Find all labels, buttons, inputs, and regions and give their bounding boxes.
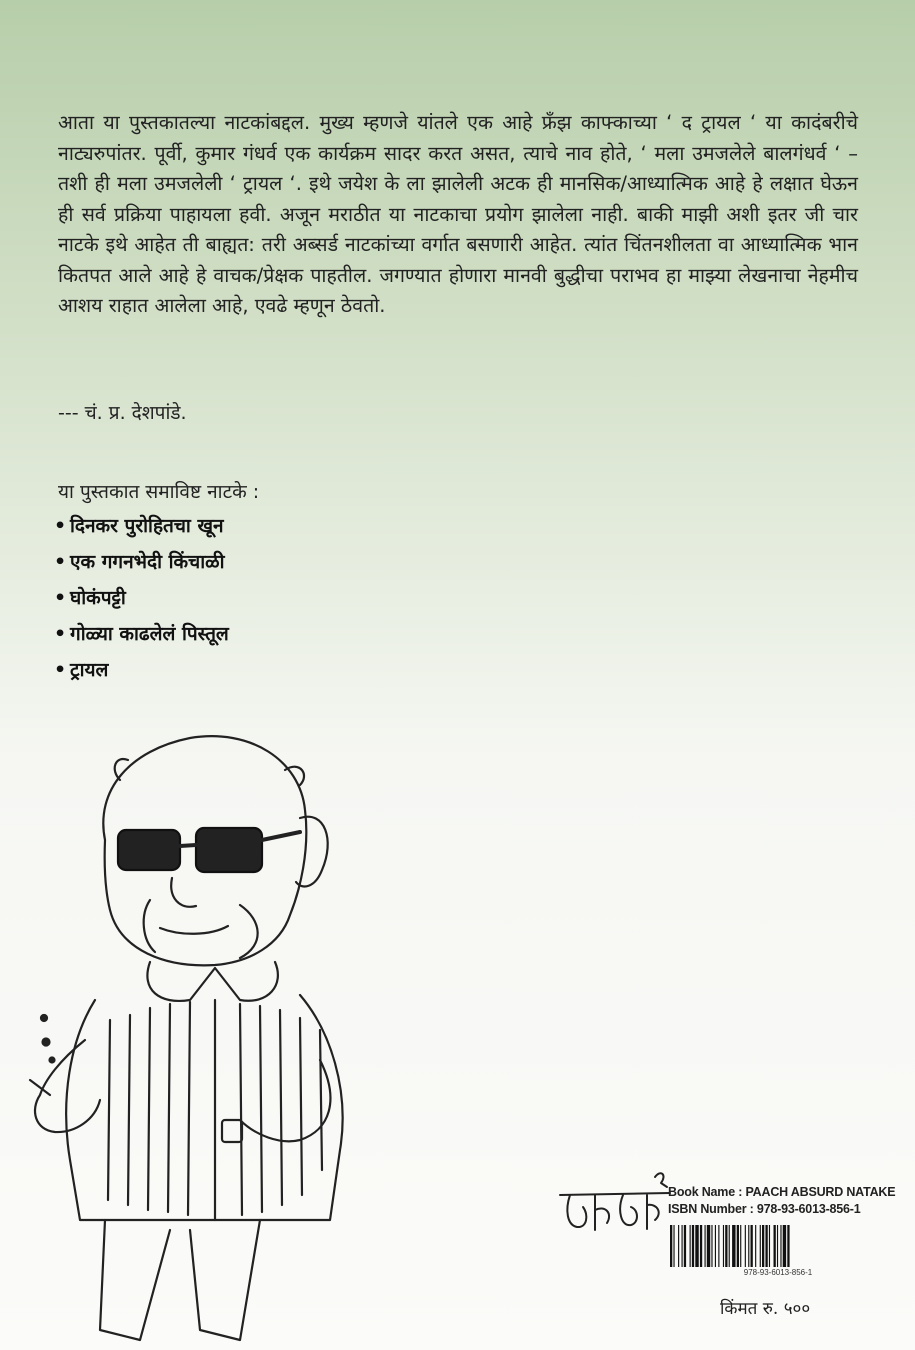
barcode-bar (760, 1225, 761, 1267)
bullet-icon: • (54, 659, 67, 681)
play-title: गोळ्या काढलेलं पिस्तूल (70, 623, 229, 645)
list-item (54, 584, 229, 620)
barcode-bar (751, 1225, 753, 1267)
list-item (54, 656, 229, 692)
barcode-bar (732, 1225, 735, 1267)
barcode-bar (690, 1225, 691, 1267)
barcode-bar (723, 1225, 724, 1267)
barcode-bar (755, 1225, 756, 1267)
play-title: दिनकर पुरोहितचा खून (70, 515, 224, 537)
author-signature (555, 1165, 675, 1245)
back-cover-blurb (58, 108, 858, 322)
barcode-bar (745, 1225, 746, 1267)
barcode-bar (787, 1225, 789, 1267)
play-title: घोकंपट्टी (70, 587, 126, 609)
barcode-bar (705, 1225, 706, 1267)
price-label: किंमत रु. ५०० (720, 1299, 811, 1319)
barcode-bar (707, 1225, 710, 1267)
isbn-barcode (668, 1225, 888, 1267)
barcode-bar (684, 1225, 686, 1267)
author-signoff: --- चं. प्र. देशपांडे. (58, 402, 187, 424)
barcode-bar (777, 1225, 778, 1267)
list-item (54, 620, 229, 656)
barcode-bar (692, 1225, 694, 1267)
book-info (668, 1184, 895, 1218)
barcode-bar (682, 1225, 683, 1267)
blurb-text: आता या पुस्तकातल्या नाटकांबद्दल. मुख्य म्हणजे यांतले एक आहे फ्रँझ काफ्काच्या ‘ द ट्रायल ‘ या कादंबरीचे नाट्यरुपांतर. पूर्वी, कुमार गंधर्व एक कार्यक्रम सादर करत असत, त्याचे नाव होते, ‘ मला उमजलेले बालगंधर्व ‘ – तशी ही मला उमजलेली ‘ ट्रायल ‘. इथे जयेश के ला झालेली अटक ही मानसिक/आध्यात्मिक आहे हे लक्षात घेऊन ही सर्व प्रक्रिया पाहायला हवी. अजून मराठीत या नाटकाचा प्रयोग झालेला नाही. बाकी माझी अशी इतर जी चार नाटके इथे आहेत ती बाह्यत: तरी अब्सर्ड नाटकांच्या वर्गात बसणारी आहेत. त्यांत चिंतनशीलता वा आध्यात्मिक भान कितपत आले आहे हे वाचक/प्रेक्षक पाहतील. जगण्यात होणारा मानवी बुद्धीचा पराभव हा माझ्या लेखनाचा नेहमीच आशय राहात आलेला आहे, एवढे म्हणून ठेवतो. (58, 111, 858, 317)
barcode-bar (718, 1225, 719, 1267)
book-name-line: Book Name : PAACH ABSURD NATAKE (668, 1185, 896, 1199)
barcode-bar (748, 1225, 749, 1267)
list-item (54, 512, 229, 548)
barcode-bar (774, 1225, 776, 1267)
bullet-icon: • (54, 587, 67, 609)
play-title: ट्रायल (70, 659, 109, 681)
barcode-bar (670, 1225, 672, 1267)
barcode-bar (737, 1225, 739, 1267)
barcode-bar (783, 1225, 786, 1267)
barcode-bar (673, 1225, 674, 1267)
barcode-bar (780, 1225, 781, 1267)
isbn-line: ISBN Number : 978-93-6013-856-1 (668, 1202, 861, 1216)
barcode-bar (700, 1225, 702, 1267)
barcode-bar (762, 1225, 764, 1267)
plays-list (54, 512, 229, 692)
barcode-bar (769, 1225, 770, 1267)
barcode-bar (711, 1225, 712, 1267)
author-caricature (0, 700, 520, 1350)
play-title: एक गगनभेदी किंचाळी (70, 551, 225, 573)
bullet-icon: • (54, 551, 67, 573)
barcode-bar (695, 1225, 698, 1267)
bullet-icon: • (54, 623, 67, 645)
bullet-icon: • (54, 515, 67, 537)
barcode-bar (740, 1225, 741, 1267)
barcode-digits: 978-93-6013-856-1 (743, 1268, 813, 1277)
contents-heading: या पुस्तकात समाविष्ट नाटके : (58, 481, 260, 503)
barcode-bar (765, 1225, 767, 1267)
barcode-bar (725, 1225, 727, 1267)
barcode-bar (715, 1225, 716, 1267)
barcode-bar (729, 1225, 730, 1267)
list-item (54, 548, 229, 584)
barcode-bar (678, 1225, 679, 1267)
